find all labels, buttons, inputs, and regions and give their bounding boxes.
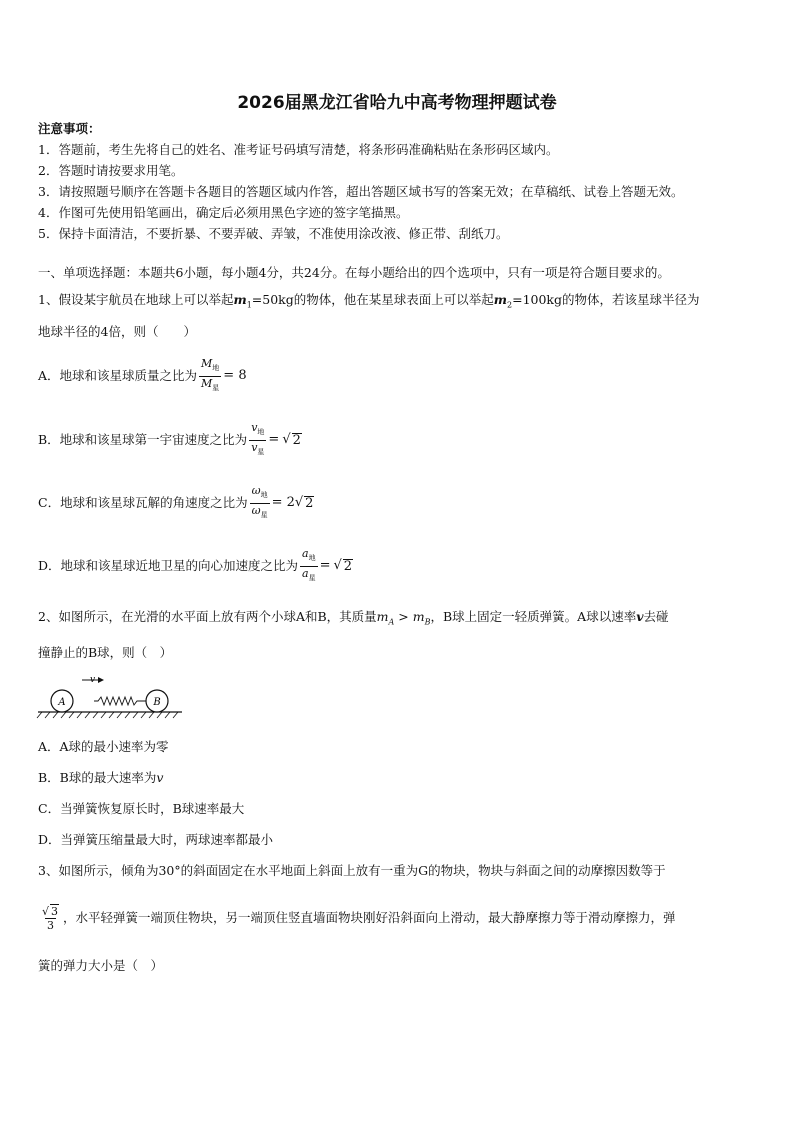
sqrt-radicand: 2 <box>292 433 301 448</box>
notice-item: 2．答题时请按要求用笔。 <box>38 163 184 178</box>
notice-item: 3．请按照题号顺序在答题卡各题目的答题区域内作答，超出答题区域书写的答案无效；在草稿纸、试卷上答题无效。 <box>38 184 684 199</box>
velocity-arrowhead <box>98 677 104 683</box>
q1-option-b[interactable]: B．地球和该星球第一宇宙速度之比为 $\frac{v_地}{v_星}$ = √ 2 <box>38 420 302 460</box>
fraction: $\frac{v_地}{v_星}$ <box>249 421 266 458</box>
notice-item: 1．答题前，考生先将自己的姓名、准考证号码填写清楚，将条形码准确粘贴在条形码区域内。 <box>38 142 559 157</box>
q2-stem-line1: 2、如图所示，在光滑的水平面上放有两个小球A和B，其质量$m_A > m_B$，B球上固定一轻质弹簧。A球以速率v去碰 <box>38 609 669 627</box>
q2-figure <box>36 672 186 722</box>
notice-item: 5．保持卡面清洁，不要折暴、不要弄破、弄皱，不准使用涂改液、修正带、刮纸刀。 <box>38 226 509 241</box>
fraction: $\frac{\omega_地}{\omega_星}$ <box>250 484 270 521</box>
ball-b-label: B <box>153 697 161 708</box>
sqrt-radicand: 2 <box>343 559 353 574</box>
ground-hatch <box>37 712 178 718</box>
sqrt-radicand: 2 <box>305 496 314 511</box>
q3-stem-line3: 簧的弹力大小是（ ） <box>38 958 164 973</box>
notice-item: 4．作图可先使用铅笔画出，确定后必须用黑色字迹的签字笔描黑。 <box>38 205 409 220</box>
q2-option-d[interactable]: D．当弹簧压缩量最大时，两球速率都最小 <box>38 832 274 847</box>
q1-option-c[interactable]: C．地球和该星球瓦解的角速度之比为 $\frac{\omega_地}{\omega_星}$ = 2 √ 2 <box>38 483 314 523</box>
velocity-label: v <box>90 675 96 685</box>
q1-stem-line1: 1、假设某宇航员在地球上可以举起$m_1=50kg$的物体，他在某星球表面上可以举起$m_2=100kg$的物体，若该星球半径为 <box>38 292 700 310</box>
q1-option-a[interactable]: A．地球和该星球质量之比为 $\frac{M_地}{M_星}$ = 8 <box>38 356 247 396</box>
fraction: $\frac{a_地}{a_星}$ <box>300 547 318 584</box>
q1-stem-line2: 地球半径的4倍，则（ ） <box>38 324 196 339</box>
ball-a-label: A <box>58 697 66 708</box>
fraction: $\frac{√ 3}{3}$ <box>42 905 59 932</box>
q2-option-b[interactable]: B．B球的最大速率为v <box>38 770 164 785</box>
section-heading: 一、单项选择题：本题共6小题，每小题4分，共24分。在每小题给出的四个选项中，只有一项是符合题目要求的。 <box>38 265 670 280</box>
q1-option-d[interactable]: D．地球和该星球近地卫星的向心加速度之比为 $\frac{a_地}{a_星}$ = √ 2 <box>38 546 353 586</box>
spring <box>94 697 146 705</box>
q2-option-a[interactable]: A．A球的最小速率为零 <box>38 739 169 754</box>
q2-stem-line2: 撞静止的B球，则（ ） <box>38 645 173 660</box>
page-title: 2026届黑龙江省哈九中高考物理押题试卷 <box>237 93 557 113</box>
fraction: $\frac{M_地}{M_星}$ <box>199 357 221 394</box>
q3-stem-line2: $\frac{√ 3}{3}$ ，水平轻弹簧一端顶住物块，另一端顶住竖直墙面物块刚好沿斜面向上滑动，最大静摩擦力等于滑动摩擦力，弹 <box>42 905 676 932</box>
q3-stem-line1: 3、如图所示，倾角为30°的斜面固定在水平地面上斜面上放有一重为G的物块，物块与斜面之间的动摩擦因数等于 <box>38 863 666 878</box>
q2-option-c[interactable]: C．当弹簧恢复原长时，B球速率最大 <box>38 801 245 816</box>
notice-heading: 注意事项： <box>38 121 101 136</box>
